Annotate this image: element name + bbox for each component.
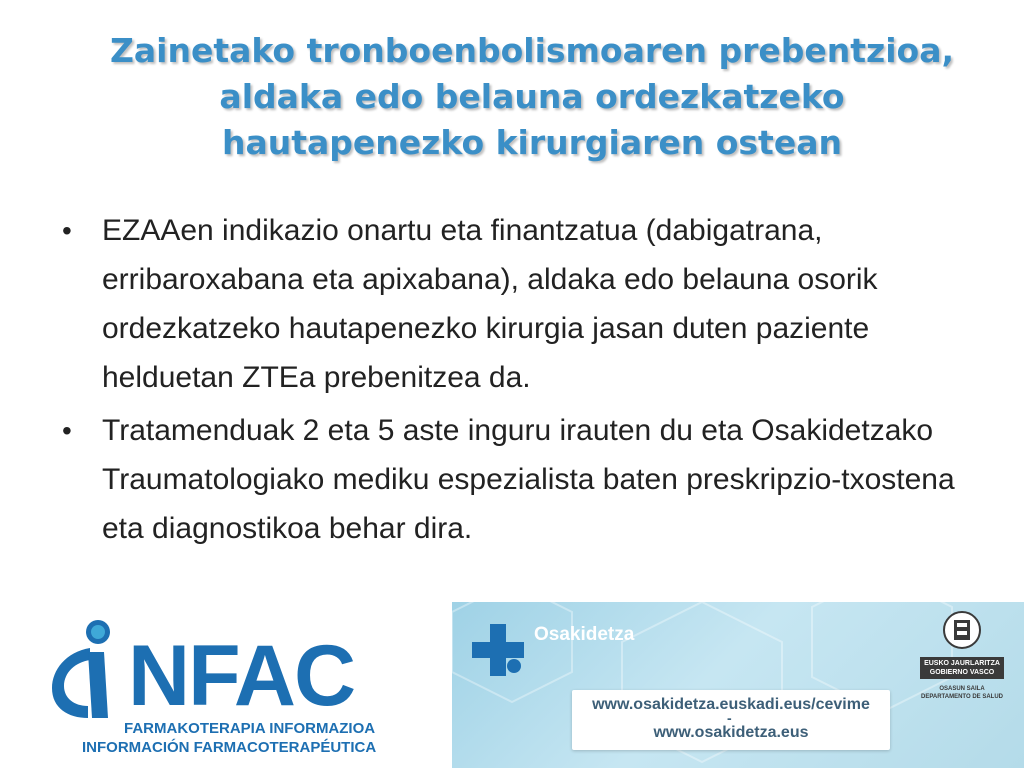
- gov-name-spanish: GOBIERNO VASCO: [929, 669, 995, 676]
- basque-government-logo: [912, 610, 1012, 701]
- osakidetza-cross-icon: [470, 622, 526, 678]
- cevime-url[interactable]: www.osakidetza.euskadi.eus/cevime: [592, 696, 870, 713]
- osakidetza-brand: Osakidetza: [534, 624, 635, 645]
- url-box: [572, 690, 890, 750]
- dept-name-spanish: DEPARTAMENTO DE SALUD: [920, 694, 1003, 700]
- slide-title: [40, 28, 1024, 166]
- title-line-1: Zainetako tronboenbolismoaren prebentzioa,: [109, 31, 955, 70]
- osakidetza-banner: [452, 602, 1024, 768]
- infac-i-logo-icon: [48, 618, 138, 723]
- title-line-3: hautapenezko kirurgiaren ostean: [222, 123, 842, 162]
- infac-logo: [48, 618, 388, 758]
- bullet-list: [62, 206, 982, 557]
- osakidetza-url[interactable]: www.osakidetza.eus: [653, 724, 809, 741]
- bullet-item: • EZAAen indikazio onartu eta finantzatua (dabigatrana, erribaroxabana eta apixabana), aldaka edo belauna osorik ordezkatzeko hautapenezko kirurgia jasan duten paziente helduetan ZTEa prebenitzea da.: [62, 206, 982, 402]
- url-separator: -: [727, 710, 732, 726]
- infac-subtitle-basque: FARMAKOTERAPIA INFORMAZIOA: [124, 720, 376, 737]
- bullet-item: • Tratamenduak 2 eta 5 aste inguru irauten du eta Osakidetzako Traumatologiako mediku espezialista baten preskripzio-txostena eta diagnostikoa behar dira.: [62, 406, 982, 553]
- basque-government-seal-icon: [942, 610, 982, 650]
- infac-wordmark: NFAC: [128, 628, 355, 724]
- infac-subtitle-spanish: INFORMACIÓN FARMACOTERAPÉUTICA: [82, 739, 377, 756]
- title-line-2: aldaka edo belauna ordezkatzeko: [219, 77, 845, 116]
- dept-name-basque: OSASUN SAILA: [939, 686, 985, 692]
- gov-name-basque: EUSKO JAURLARITZA: [924, 660, 1000, 667]
